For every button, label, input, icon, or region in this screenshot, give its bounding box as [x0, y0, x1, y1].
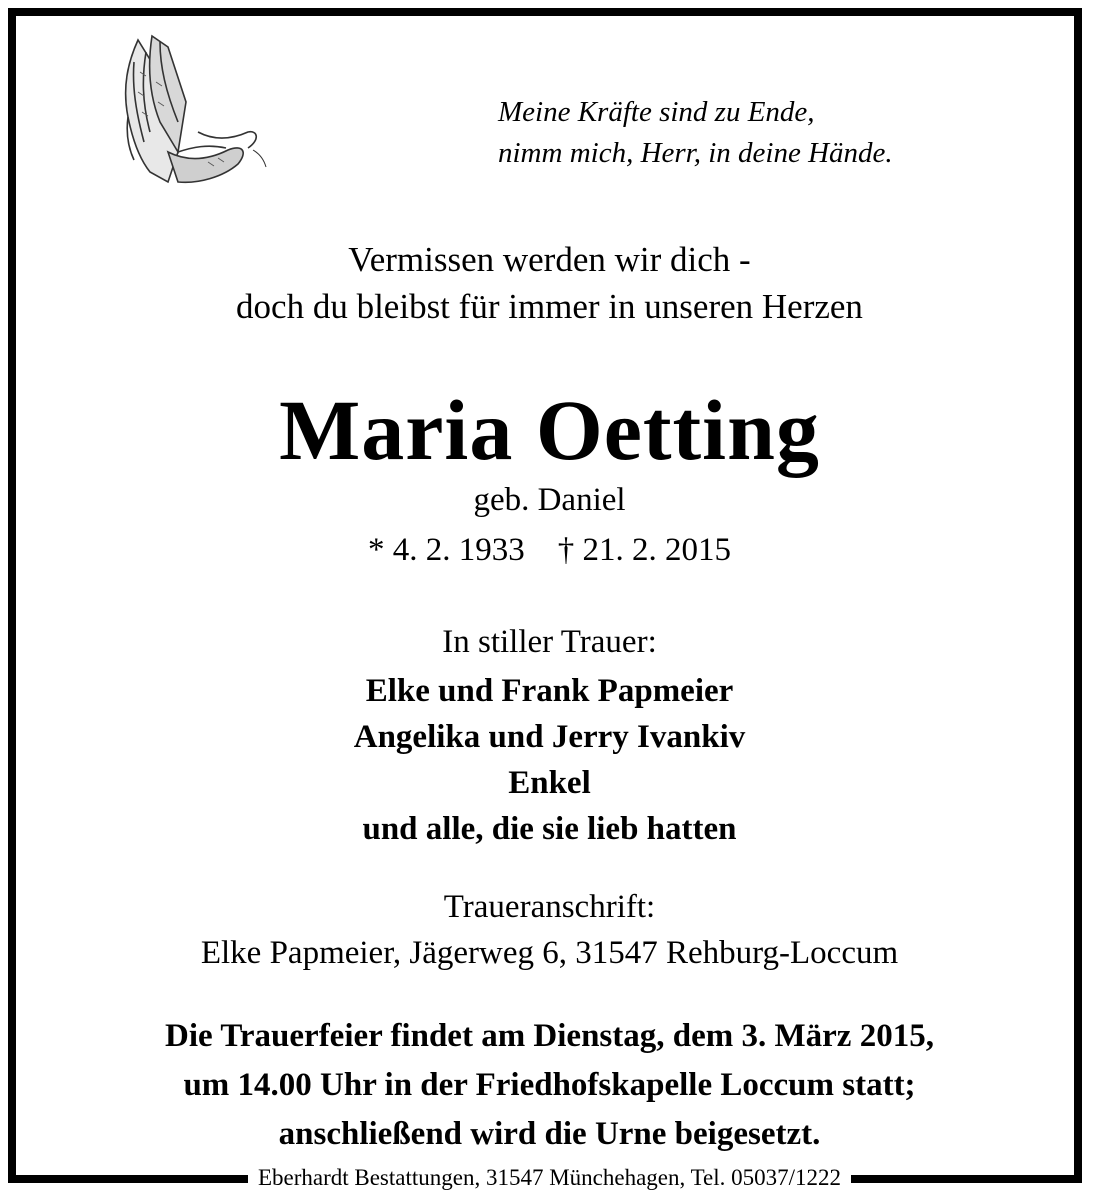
- undertaker-footer: [0, 1163, 1099, 1193]
- lead-line: doch du bleibst für immer in unseren Herzen: [236, 287, 863, 326]
- mourner: Elke und Frank Papmeier: [365, 673, 734, 709]
- address-label: Traueranschrift:: [443, 889, 656, 925]
- funeral-line: Die Trauerfeier findet am Dienstag, dem 3. März 2015,: [165, 1018, 934, 1054]
- quote-line: nimm mich, Herr, in deine Hände.: [498, 137, 893, 169]
- quote: [498, 92, 1058, 174]
- lead-text: [0, 236, 1099, 330]
- funeral-line: anschließend wird die Urne beigesetzt.: [278, 1116, 821, 1152]
- mourning-address: Elke Papmeier, Jägerweg 6, 31547 Rehburg-Loccum: [200, 935, 899, 971]
- life-dates: * 4. 2. 1933 † 21. 2. 2015: [368, 532, 731, 568]
- funeral-notice: [0, 1012, 1099, 1159]
- mourner: Angelika und Jerry Ivankiv: [353, 719, 746, 755]
- quote-line: Meine Kräfte sind zu Ende,: [498, 96, 815, 128]
- mourning-label: In stiller Trauer:: [442, 624, 657, 660]
- funeral-line: um 14.00 Uhr in der Friedhofskapelle Loccum statt;: [183, 1067, 916, 1103]
- lead-line: Vermissen werden wir dich -: [348, 240, 751, 279]
- praying-hands-icon: [98, 32, 268, 192]
- mourner: und alle, die sie lieb hatten: [362, 811, 737, 847]
- mourners-list: [0, 668, 1099, 852]
- mourner: Enkel: [508, 765, 591, 801]
- deceased-name: Maria Oetting: [279, 382, 820, 478]
- birth-name: geb. Daniel: [473, 482, 626, 518]
- footer-text: Eberhardt Bestattungen, 31547 Münchehagen, Tel. 05037/1222: [248, 1165, 851, 1190]
